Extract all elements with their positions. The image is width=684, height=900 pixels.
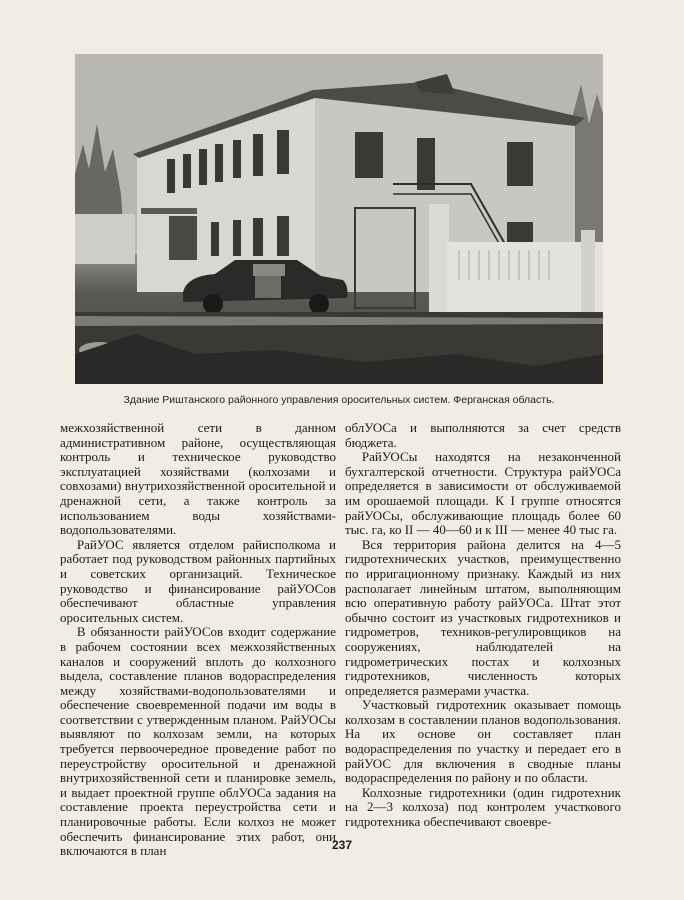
paragraph: РайУОСы находятся на незаконченной бухгалтерской отчетности. Структура райУОСа определяется в зависимости от обслуживаемой им орошаемой площади. К I группе относятся райУОСы, обслуживающие площадь более 60 тыс. га, ко II — 40—60 и к III — менее 40 тыс га. [345,449,621,538]
building-photo [75,54,603,384]
paragraph: облУОСа и выполняются за счет средств бюджета. [345,420,621,450]
photo-caption: Здание Риштанского районного управления оросительных систем. Ферганская область. [123,394,555,406]
paragraph: В обязанности райУОСов входит содержание в рабочем состоянии всех межхозяйственных каналов и сооружений вплоть до колхозного выдела, составление планов водораспределения между хозяйствами-водопользователями и обеспечение своевременной подачи им воды в соответствии с утвержденным планом. РайУОСы выявляют по колхозам земли, на которых требуется первоочередное проведение работ по переустройству оросительной и дренажной внутрихозяйственной сети и планировке земель, и выдает проектной группе облУОСа задания на составление проекта переустройства сети и планировочные работы. Если колхоз не может обеспечить финансирование этих работ, они включаются в план [60,624,336,859]
page-number: 237 [331,838,353,852]
paragraph: Вся территория района делится на 4—5 гидротехнических участков, преимущественно по ирригационному признаку. Каждый из них располагает линейным штатом, выполняющим всю оперативную работу райУОСа. Штат этот обычно состоит из участковых гидротехников и гидрометров, техников-регулировщиков на сооружениях, наблюдателей на гидрометрических постах и колхозных гидротехников, численность которых определяется размерами участка. [345,536,621,698]
left-column [60,421,336,859]
paragraph: Участковый гидротехник оказывает помощь колхозам в составлении планов водопользования. На их основе он составляет план водораспределения по участку и передает его в райУОС для включения в сводные планы водораспределения по району и по области. [345,697,621,786]
paragraph: РайУОС является отделом райисполкома и работает под руководством районных партийных и советских организаций. Техническое руководство и финансирование райУОСов обеспечивают областные управления оросительных систем. [60,536,336,625]
right-column [345,421,621,830]
building-illustration [75,54,603,384]
paragraph: межхозяйственной сети в данном административном районе, осуществляющая контроль и техническое руководство эксплуатацией хозяйствами (колхозами и совхозами) внутрихозяйственной оросительной и дренажной сети, а также контроль за использованием воды хозяйствами-водопользователями. [60,420,336,538]
paragraph: Колхозные гидротехники (один гидротехник на 2—3 колхоза) под контролем участкового гидротехника обеспечивают своевре- [345,784,621,830]
